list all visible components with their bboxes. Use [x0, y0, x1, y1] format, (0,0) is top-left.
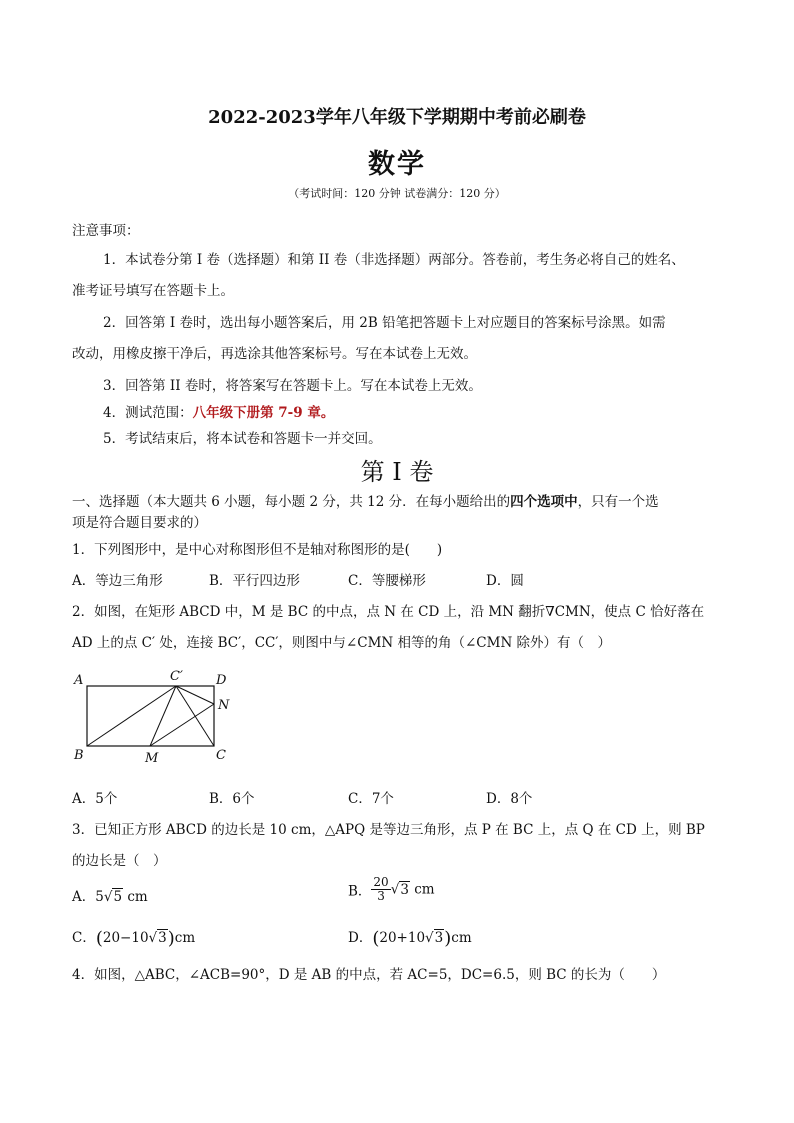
label-m: M	[145, 751, 159, 766]
note-item-5: 5．考试结束后，将本试卷和答题卡一并交回。	[103, 431, 382, 447]
note-item-2-line-1: 2．回答第 I 卷时，选出每小题答案后，用 2B 铅笔把答题卡上对应题目的答案标号涂黑。如需	[103, 315, 666, 331]
q3-option-a-coef: 5	[95, 889, 104, 905]
section-title: 第 I 卷	[360, 458, 434, 486]
q3-option-d-expr: 20+10	[379, 930, 426, 946]
label-c: C	[216, 748, 226, 763]
note-item-4	[103, 401, 334, 421]
q3-option-a-radicand: 5	[113, 889, 123, 905]
notes-heading: 注意事项：	[72, 223, 140, 239]
q3-option-b-radicand: 3	[400, 881, 409, 898]
q3-option-b-numerator: 20	[373, 875, 389, 889]
note-item-1-line-1: 1．本试卷分第 I 卷（选择题）和第 II 卷（非选择题）两部分。答卷前，考生务必将自己的姓名、	[103, 252, 685, 268]
q3-option-d-unit: cm	[451, 930, 472, 946]
q3-option-d-label: D．	[348, 930, 373, 946]
q3-stem-line-2: 的边长是（ ）	[72, 853, 167, 869]
q3-stem-line-1: 3．已知正方形 ABCD 的边长是 10 cm，△APQ 是等边三角形，点 P 在 BC 上，点 Q 在 CD 上，则 BP	[72, 822, 705, 838]
section-intro-c: ，只有一个选	[577, 494, 659, 510]
q1-stem: 1．下列图形中，是中心对称图形但不是轴对称图形的是( )	[72, 542, 443, 558]
q2-stem-line-1: 2．如图，在矩形 ABCD 中，M 是 BC 的中点，点 N 在 CD 上，沿 MN 翻折∇CMN，使点 C 恰好落在	[72, 604, 705, 620]
exam-info: （考试时间：120 分钟 试卷满分：120 分）	[288, 187, 506, 200]
section-intro-b: 四个选项中	[510, 494, 578, 510]
q1-option-a: A．等边三角形	[72, 573, 163, 589]
q2-rectangle-figure	[70, 665, 240, 770]
test-range: 八年级下册第 7-9 章。	[192, 405, 335, 421]
note-item-4-prefix: 4．测试范围：	[103, 405, 193, 421]
q2-option-d: D．8个	[486, 791, 533, 807]
label-n: N	[218, 698, 230, 713]
subject-title: 数学	[368, 149, 426, 180]
q3-option-d: D．(20+10√3)cm	[348, 928, 472, 949]
label-d: D	[216, 673, 227, 688]
q3-option-d-radicand: 3	[434, 930, 444, 946]
label-c-prime: C′	[170, 669, 183, 684]
q2-option-b: B．6个	[209, 791, 255, 807]
label-b: B	[74, 748, 84, 763]
q3-option-c: C．(20−10√3)cm	[72, 928, 196, 949]
exam-title: 2022-2023学年八年级下学期期中考前必刷卷	[208, 107, 586, 128]
q3-option-b-denominator: 3	[377, 889, 385, 903]
section-intro-line-2: 项是符合题目要求的）	[72, 515, 207, 531]
q2-option-a: A．5个	[72, 791, 118, 807]
label-a: A	[74, 673, 84, 688]
q3-option-c-expr: 20−10	[102, 930, 149, 946]
q1-option-b: B．平行四边形	[209, 573, 300, 589]
section-intro-line-1	[72, 490, 659, 510]
q2-stem-line-2: AD 上的点 C′ 处，连接 BC′，CC′，则图中与∠CMN 相等的角（∠CMN 除外）有（ ）	[72, 635, 612, 651]
q3-option-a: A．5√5 cm	[72, 889, 148, 905]
q2-option-c: C．7个	[348, 791, 394, 807]
q3-option-c-label: C．	[72, 930, 96, 946]
q4-stem: 4．如图，△ABC，∠ACB=90°，D 是 AB 的中点，若 AC=5，DC=6.5，则 BC 的长为（ ）	[72, 967, 666, 983]
q3-option-a-unit: cm	[127, 889, 148, 905]
q3-option-b-label: B．	[348, 883, 372, 900]
q3-option-a-label: A．	[72, 889, 96, 905]
q3-option-b: B． $\frac{20}{3}$ √3 cm	[348, 875, 435, 903]
note-item-3: 3．回答第 II 卷时，将答案写在答题卡上。写在本试卷上无效。	[103, 378, 482, 394]
section-intro-a: 一、选择题（本大题共 6 小题，每小题 2 分，共 12 分．在每小题给出的	[72, 494, 511, 510]
q3-option-c-unit: cm	[174, 930, 196, 946]
note-item-1-line-2: 准考证号填写在答题卡上。	[72, 283, 234, 299]
q3-option-c-radicand: 3	[158, 930, 167, 946]
q1-option-c: C．等腰梯形	[348, 573, 426, 589]
q3-option-b-fraction	[371, 876, 390, 903]
q1-option-d: D．圆	[486, 573, 524, 589]
q3-option-b-unit: cm	[414, 881, 435, 898]
note-item-2-line-2: 改动，用橡皮擦干净后，再选涂其他答案标号。写在本试卷上无效。	[72, 346, 477, 362]
